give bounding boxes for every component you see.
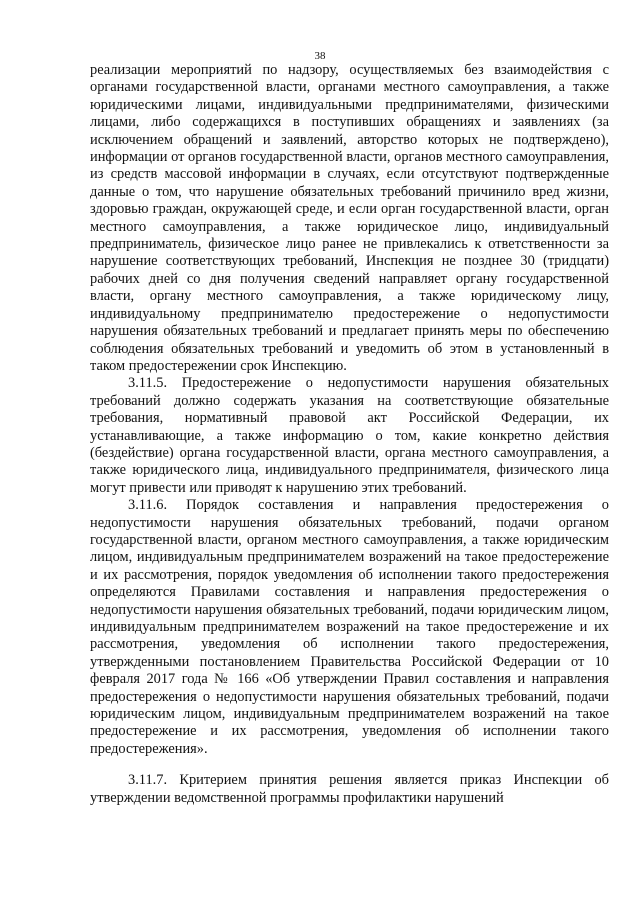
- paragraph-3-11-7: 3.11.7. Критерием принятия решения является приказ Инспекции об утверждении ведомственной программы профилактики нарушений: [90, 772, 609, 806]
- paragraph-3-11-6: 3.11.6. Порядок составления и направления предостережения о недопустимости нарушения обязательных требований, подачи органом государственной власти, органом местного самоуправления, а также юридическим лицом, индивидуальным предпринимателем возражений на такое предостережение и их рассмотрения, порядок уведомления об исполнении такого предостережения определяются Правилами составления и направления предостережения о недопустимости нарушения обязательных требований, подачи юридическим лицом, индивидуальным предпринимателем возражений на такое предостережение и их рассмотрения, уведомления об исполнении такого предостережения, утвержденными постановлением Правительства Российской Федерации от 10 февраля 2017 года № 166 «Об утверждении Правил составления и направления предостережения о недопустимости нарушения обязательных требований, подачи юридическим лицом, индивидуальным предпринимателем возражений на такое предостережение и их рассмотрения, уведомления об исполнении такого предостережения».: [90, 497, 609, 757]
- paragraph-continuation: реализации мероприятий по надзору, осуществляемых без взаимодействия с органами государственной власти, органами местного самоуправления, а также юридическими лицами, индивидуальными предпринимателями, физическими лицами, либо содержащихся в поступивших обращениях и заявлениях (за исключением обращений и заявлений, авторство которых не подтверждено), информации от органов государственной власти, органов местного самоуправления, из средств массовой информации в случаях, если отсутствуют подтвержденные данные о том, что нарушение обязательных требований причинило вред жизни, здоровью граждан, окружающей среде, и если орган государственной власти, орган местного самоуправления, а также юридическое лицо, индивидуальный предприниматель, физическое лицо ранее не привлекались к ответственности за нарушение соответствующих требований, Инспекция не позднее 30 (тридцати) рабочих дней со дня получения сведений направляет органу государственной власти, органу местного самоуправления, а также юридическому лицу, индивидуальному предпринимателю предостережение о недопустимости нарушения обязательных требований и предлагает принять меры по обеспечению соблюдения обязательных требований и уведомить об этом в установленный в таком предостережении срок Инспекцию.: [90, 62, 609, 374]
- document-body: [90, 62, 609, 807]
- paragraph-gap: [90, 758, 609, 772]
- page-number: 38: [314, 50, 326, 62]
- paragraph-3-11-5: 3.11.5. Предостережение о недопустимости нарушения обязательных требований должно содержать указания на соответствующие обязательные требования, нормативный правовой акт Российской Федерации, их устанавливающие, а также информацию о том, какие конкретно действия (бездействие) органа государственной власти, органа местного самоуправления, а также юридического лица, индивидуального предпринимателя, физического лица могут привести или приводят к нарушению этих требований.: [90, 375, 609, 496]
